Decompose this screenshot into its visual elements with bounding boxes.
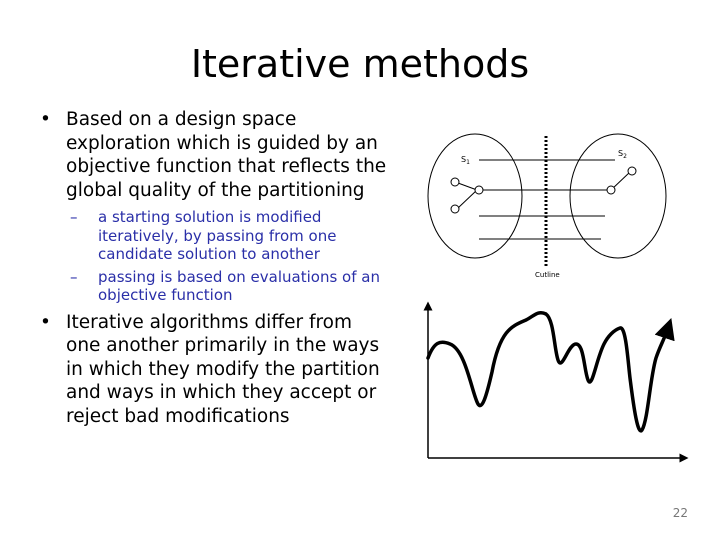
node [451, 205, 459, 213]
node [607, 186, 615, 194]
bullet-text: Based on a design space exploration which is guided by an objective function that reflects the global quality of the partitioning [66, 109, 387, 201]
bullet-item [40, 108, 390, 202]
set-label-s2: $S_2$ [618, 149, 627, 160]
subbullet-item [70, 208, 390, 264]
cost-landscape-diagram [420, 300, 690, 465]
bullet-marker: • [40, 109, 51, 130]
cutline-label: Cutline [535, 271, 560, 279]
bullet-list [40, 108, 390, 428]
dash-marker: – [70, 267, 78, 286]
subbullet-item [70, 268, 390, 305]
dash-marker: – [70, 208, 78, 226]
node [628, 167, 636, 175]
subbullet-text: passing is based on evaluations of an objective function [98, 267, 380, 304]
bullet-text: Iterative algorithms differ from one another primarily in the ways in which they modify the partition and ways in which they accept or reject bad modifications [66, 311, 380, 427]
partition-diagram [425, 132, 670, 284]
slide-title: Iterative methods [190, 42, 530, 86]
bullet-marker: • [40, 311, 51, 333]
set-label-s1: $S_1$ [461, 155, 470, 166]
node [475, 186, 483, 194]
subbullet-text: a starting solution is modified iteratively, by passing from one candidate solution to another [98, 208, 337, 263]
bullet-item [40, 311, 390, 429]
objective-curve [428, 313, 668, 431]
subbullet-list [70, 208, 390, 305]
edge [458, 183, 477, 190]
page-number: 22 [672, 506, 688, 520]
node [451, 178, 459, 186]
edge [458, 190, 477, 208]
